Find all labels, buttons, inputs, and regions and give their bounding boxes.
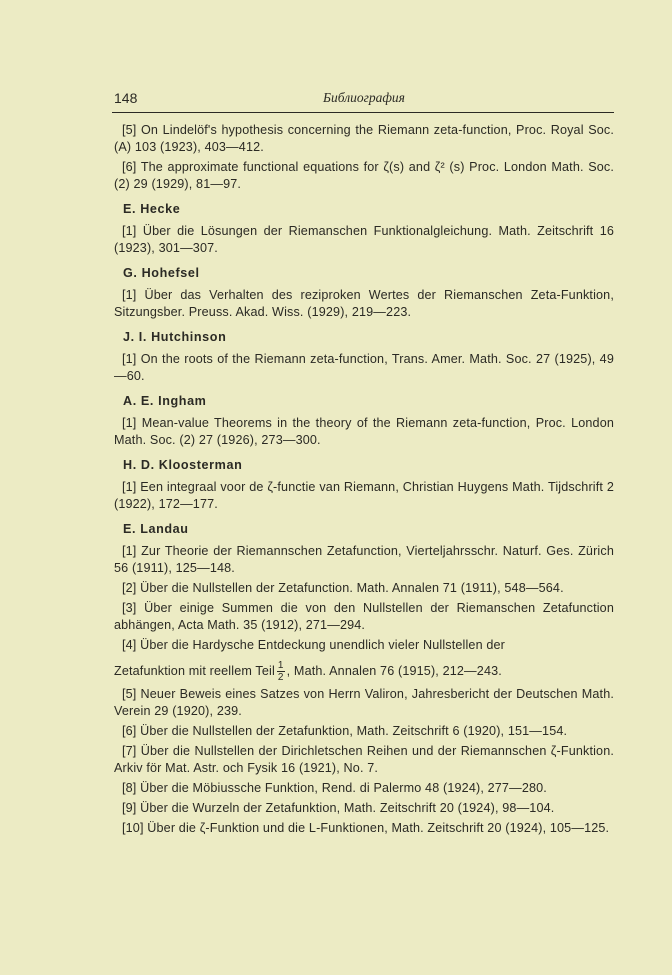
reference-text: Neuer Beweis eines Satzes von Herrn Valiron, Jahresbericht der Deutschen Math. Verein 29 (1920), 239. bbox=[114, 687, 614, 718]
reference-text: Mean-value Theorems in the theory of the Riemann zeta-function, Proc. London Math. Soc. (2) 27 (1926), 273—300. bbox=[114, 416, 614, 447]
reference-text: Über die Nullstellen der Zetafunktion, Math. Zeitschrift 6 (1920), 151—154. bbox=[140, 724, 568, 738]
reference-entry bbox=[114, 415, 614, 449]
fraction bbox=[277, 660, 285, 683]
reference-text: Über die Lösungen der Riemanschen Funktionalgleichung. Math. Zeitschrift 16 (1923), 301—307. bbox=[114, 224, 615, 255]
reference-number: [5] bbox=[122, 687, 137, 701]
author-heading: A. E. Ingham bbox=[123, 394, 207, 408]
reference-entry bbox=[114, 479, 614, 513]
fraction-denominator: 2 bbox=[277, 672, 284, 683]
reference-entry bbox=[114, 637, 614, 654]
reference-entry bbox=[114, 780, 614, 797]
reference-entry bbox=[114, 600, 614, 634]
reference-number: [1] bbox=[122, 224, 137, 238]
reference-text: Zetafunktion mit reellem Teil bbox=[114, 663, 275, 678]
running-title: Библиография bbox=[323, 90, 405, 105]
author-heading: J. I. Hutchinson bbox=[123, 330, 227, 344]
header-rule bbox=[112, 112, 614, 113]
reference-text: On Lindelöf's hypothesis concerning the Riemann zeta-function, Proc. Royal Soc. (A) 103 (1923), 403—412. bbox=[114, 123, 614, 154]
reference-number: [6] bbox=[122, 160, 137, 174]
reference-entry bbox=[114, 723, 614, 740]
reference-number: [10] bbox=[122, 821, 144, 835]
reference-entry bbox=[114, 543, 614, 577]
bib-section bbox=[114, 457, 614, 513]
reference-number: [5] bbox=[122, 123, 137, 137]
reference-entry bbox=[114, 743, 614, 777]
reference-number: [1] bbox=[122, 352, 137, 366]
reference-number: [8] bbox=[122, 781, 137, 795]
reference-text: Über die Nullstellen der Dirichletschen Reihen und der Riemannschen ζ-Funktion. Arkiv för Mat. Astr. och Fysik 16 (1921), No. 7. bbox=[114, 744, 614, 775]
reference-text: On the roots of the Riemann zeta-function, Trans. Amer. Math. Soc. 27 (1925), 49—60. bbox=[114, 352, 614, 383]
reference-entry bbox=[114, 122, 614, 156]
reference-text: , Math. Annalen 76 (1915), 212—243. bbox=[286, 663, 502, 678]
bib-section bbox=[114, 393, 614, 449]
reference-text: Über die Hardysche Entdeckung unendlich vieler Nullstellen der bbox=[140, 638, 506, 652]
author-heading: H. D. Kloosterman bbox=[123, 458, 243, 472]
fraction-numerator: 1 bbox=[277, 660, 284, 671]
bib-section bbox=[114, 122, 614, 193]
reference-entry bbox=[114, 580, 614, 597]
reference-text: Een integraal voor de ζ-functie van Riemann, Christian Huygens Math. Tijdschrift 2 (1922), 172—177. bbox=[114, 480, 614, 511]
reference-text: Über einige Summen die von den Nullstellen der Riemanschen Zetafunction abhängen, Acta Math. 35 (1912), 271—294. bbox=[114, 601, 614, 632]
reference-entry bbox=[114, 686, 614, 720]
bib-section bbox=[114, 201, 614, 257]
reference-number: [1] bbox=[122, 544, 137, 558]
reference-number: [1] bbox=[122, 480, 137, 494]
reference-entry bbox=[114, 820, 614, 837]
reference-entry bbox=[114, 800, 614, 817]
reference-text: Über die Nullstellen der Zetafunction. Math. Annalen 71 (1911), 548—564. bbox=[140, 581, 564, 595]
reference-text: Zur Theorie der Riemannschen Zetafunction, Vierteljahrsschr. Naturf. Ges. Zürich 56 (1911), 125—148. bbox=[114, 544, 614, 575]
reference-entry bbox=[114, 287, 614, 321]
reference-entry bbox=[114, 223, 614, 257]
reference-text: Über die Wurzeln der Zetafunktion, Math. Zeitschrift 20 (1924), 98—104. bbox=[140, 801, 555, 815]
reference-number: [1] bbox=[122, 288, 137, 302]
reference-entry bbox=[114, 351, 614, 385]
author-heading: E. Landau bbox=[123, 522, 189, 536]
bib-section bbox=[114, 521, 614, 837]
reference-text: Über das Verhalten des reziproken Wertes der Riemanschen Zeta-Funktion, Sitzungsber. Preuss. Akad. Wiss. (1929), 219—223. bbox=[114, 288, 614, 319]
page-header bbox=[114, 90, 614, 110]
author-heading: E. Hecke bbox=[123, 202, 181, 216]
page-number: 148 bbox=[114, 90, 138, 106]
reference-number: [3] bbox=[122, 601, 137, 615]
reference-entry bbox=[114, 159, 614, 193]
reference-number: [6] bbox=[122, 724, 137, 738]
reference-number: [2] bbox=[122, 581, 137, 595]
reference-text: Über die ζ-Funktion und die L-Funktionen, Math. Zeitschrift 20 (1924), 105—125. bbox=[147, 821, 610, 835]
bib-section bbox=[114, 329, 614, 385]
bibliography-body bbox=[114, 122, 614, 840]
reference-number: [4] bbox=[122, 638, 137, 652]
reference-text: The approximate functional equations for ζ(s) and ζ² (s) Proc. London Math. Soc. (2) 29 (1929), 81—97. bbox=[114, 160, 615, 191]
bib-section bbox=[114, 265, 614, 321]
reference-continuation bbox=[114, 660, 614, 683]
reference-text: Über die Möbiussche Funktion, Rend. di Palermo 48 (1924), 277—280. bbox=[140, 781, 547, 795]
reference-number: [9] bbox=[122, 801, 137, 815]
author-heading: G. Hohefsel bbox=[123, 266, 200, 280]
reference-number: [1] bbox=[122, 416, 137, 430]
reference-number: [7] bbox=[122, 744, 137, 758]
